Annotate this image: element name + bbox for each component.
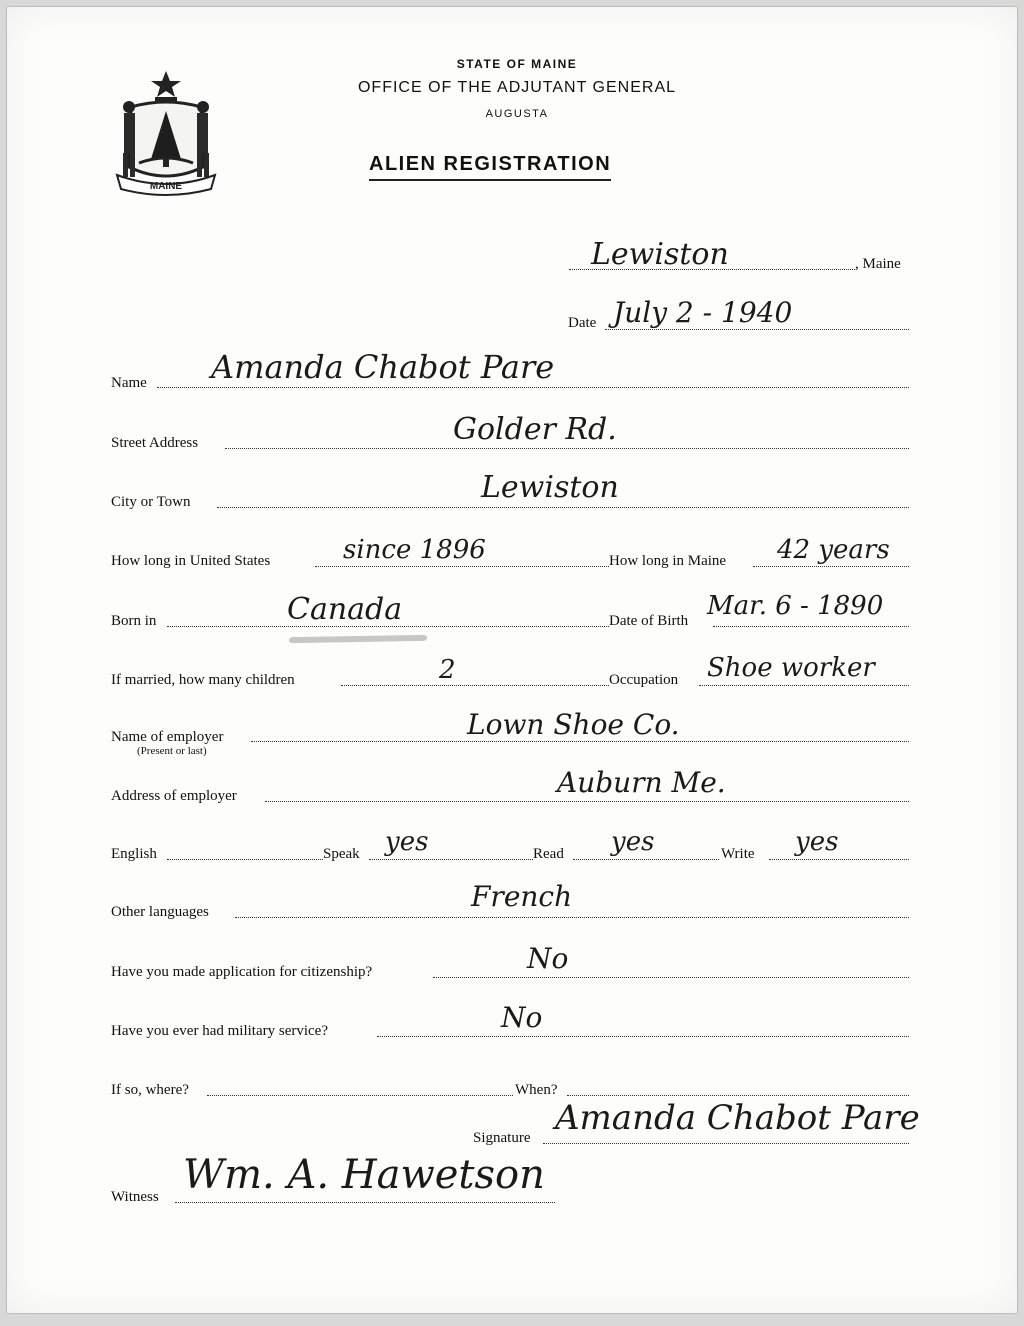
other-languages-label: Other languages [111,904,209,920]
speak-value: yes [385,827,429,857]
read-dotted-line [573,859,719,860]
city-dotted-line [217,507,909,508]
alien-registration-form [6,6,1018,1314]
state-of-maine-seal-icon [111,67,221,197]
children-value: 2 [439,655,456,685]
city-heading: AUGUSTA [485,108,549,120]
date-dotted-line [605,329,909,330]
employer-address-label: Address of employer [111,788,237,804]
other-languages-value: French [471,880,573,913]
how-long-us-dotted-line [315,566,609,567]
signature-label: Signature [473,1130,531,1146]
children-label: If married, how many children [111,672,295,688]
witness-value: Wm. A. Hawetson [183,1152,545,1198]
read-label: Read [533,846,564,862]
date-value: July 2 - 1940 [613,296,793,329]
date-of-birth-dotted-line [713,626,909,627]
office-heading: OFFICE OF THE ADJUTANT GENERAL [357,79,677,96]
date-label: Date [568,315,597,331]
occupation-label: Occupation [609,672,679,688]
seal-banner-text: MAINE [149,181,183,192]
military-value: No [501,1001,543,1034]
citizenship-value: No [527,942,569,975]
city-value: Lewiston [481,470,619,505]
other-languages-dotted-line [235,917,909,918]
town-value: Lewiston [591,237,729,272]
signature-dotted-line [543,1143,909,1144]
born-in-label: Born in [111,613,157,629]
state-heading: STATE OF MAINE [456,57,578,71]
how-long-maine-label: How long in Maine [609,553,727,569]
name-label: Name [111,375,147,391]
street-value: Golder Rd. [453,412,617,447]
when-label: When? [515,1082,558,1098]
street-dotted-line [225,448,909,449]
how-long-maine-dotted-line [753,566,909,567]
born-in-underline [289,635,427,643]
name-dotted-line [157,387,909,388]
name-value: Amanda Chabot Pare [211,348,555,386]
born-in-value: Canada [287,592,403,627]
children-dotted-line [341,685,609,686]
street-label: Street Address [111,435,199,451]
citizenship-label: Have you made application for citizenship? [111,964,373,980]
employer-address-dotted-line [265,801,909,802]
employer-dotted-line [251,741,909,742]
military-label: Have you ever had military service? [111,1023,328,1039]
how-long-us-label: How long in United States [111,553,271,569]
read-value: yes [611,827,655,857]
date-of-birth-label: Date of Birth [609,613,689,629]
write-dotted-line [769,859,909,860]
write-value: yes [795,827,839,857]
maine-label: , Maine [855,256,901,272]
employer-address-value: Auburn Me. [557,766,726,799]
witness-label: Witness [111,1189,159,1205]
how-long-us-value: since 1896 [343,535,486,565]
military-dotted-line [377,1036,909,1037]
employer-note: (Present or last) [137,745,207,757]
where-dotted-line [207,1095,513,1096]
write-label: Write [721,846,755,862]
english-label: English [111,846,157,862]
employer-label: Name of employer [111,729,224,745]
date-of-birth-value: Mar. 6 - 1890 [707,591,884,621]
form-title: ALIEN REGISTRATION [369,153,611,181]
when-dotted-line [567,1095,909,1096]
signature-value: Amanda Chabot Pare [555,1098,920,1138]
city-label: City or Town [111,494,191,510]
witness-dotted-line [175,1202,555,1203]
employer-value: Lown Shoe Co. [467,708,680,741]
occupation-value: Shoe worker [707,653,875,683]
speak-label: Speak [323,846,360,862]
where-label: If so, where? [111,1082,189,1098]
citizenship-dotted-line [433,977,909,978]
occupation-dotted-line [699,685,909,686]
how-long-maine-value: 42 years [777,535,890,565]
english-dotted-line [167,859,323,860]
speak-dotted-line [369,859,533,860]
